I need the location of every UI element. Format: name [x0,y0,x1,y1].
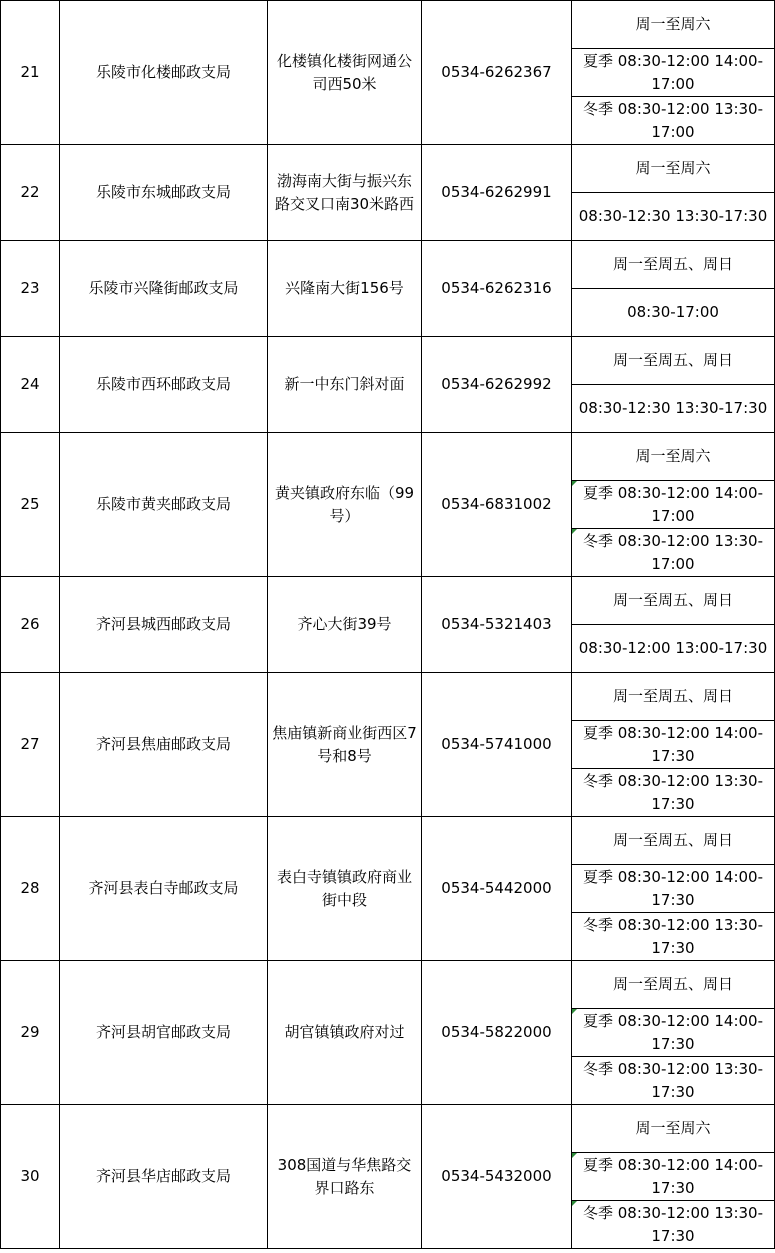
office-phone: 0534-6262316 [422,241,572,337]
business-days [572,1,775,49]
office-name: 齐河县焦庙邮政支局 [60,673,268,817]
hours-text: 冬季 08:30-12:00 13:30-17:00 [582,99,764,141]
table-row [1,337,775,385]
table-row [1,817,775,865]
office-name: 乐陵市西环邮政支局 [60,337,268,433]
office-name: 乐陵市黄夹邮政支局 [60,433,268,577]
row-number: 23 [1,241,60,337]
cell-note-marker [572,481,577,486]
row-number: 25 [1,433,60,577]
office-phone: 0534-5442000 [422,817,572,961]
hours-text: 夏季 08:30-12:00 14:00-17:00 [582,483,764,525]
office-address: 新一中东门斜对面 [268,337,422,433]
business-hours [572,385,775,433]
office-address: 胡官镇镇政府对过 [268,961,422,1105]
row-number: 24 [1,337,60,433]
business-hours [572,625,775,673]
business-hours [572,1009,775,1057]
table-row [1,241,775,289]
table-row [1,1105,775,1153]
business-hours [572,193,775,241]
hours-text: 夏季 08:30-12:00 14:00-17:00 [582,51,764,93]
business-hours [572,913,775,961]
table-row [1,1,775,49]
business-hours [572,721,775,769]
office-phone: 0534-6262991 [422,145,572,241]
business-hours [572,1201,775,1249]
business-hours [572,529,775,577]
business-days [572,961,775,1009]
cell-note-marker [572,529,577,534]
business-days [572,673,775,721]
office-phone: 0534-5822000 [422,961,572,1105]
office-name: 齐河县表白寺邮政支局 [60,817,268,961]
office-address: 齐心大街39号 [268,577,422,673]
hours-text: 周一至周五、周日 [612,831,733,849]
business-days [572,1105,775,1153]
hours-text: 周一至周五、周日 [612,687,733,705]
office-address: 黄夹镇政府东临（99号） [268,433,422,577]
business-hours [572,481,775,529]
office-phone: 0534-5432000 [422,1105,572,1249]
office-address: 渤海南大街与振兴东路交叉口南30米路西 [268,145,422,241]
office-phone: 0534-6262367 [422,1,572,145]
hours-text: 冬季 08:30-12:00 13:30-17:00 [582,531,764,573]
office-phone: 0534-5741000 [422,673,572,817]
row-number: 28 [1,817,60,961]
office-address: 表白寺镇镇政府商业街中段 [268,817,422,961]
table-row [1,673,775,721]
hours-text: 周一至周五、周日 [612,351,733,369]
hours-text: 夏季 08:30-12:00 14:00-17:30 [582,723,764,765]
hours-text: 夏季 08:30-12:00 14:00-17:30 [582,1155,764,1197]
hours-text: 周一至周六 [635,159,711,177]
hours-text: 周一至周六 [635,447,711,465]
business-hours [572,1057,775,1105]
row-number: 29 [1,961,60,1105]
office-address: 兴隆南大街156号 [268,241,422,337]
office-name: 乐陵市东城邮政支局 [60,145,268,241]
office-name: 齐河县华店邮政支局 [60,1105,268,1249]
table-row [1,577,775,625]
row-number: 22 [1,145,60,241]
hours-text: 冬季 08:30-12:00 13:30-17:30 [582,771,764,813]
business-hours [572,49,775,97]
cell-note-marker [572,1201,577,1206]
office-phone: 0534-6831002 [422,433,572,577]
hours-text: 周一至周五、周日 [612,975,733,993]
hours-text: 周一至周五、周日 [612,591,733,609]
row-number: 30 [1,1105,60,1249]
business-hours [572,289,775,337]
office-name: 齐河县胡官邮政支局 [60,961,268,1105]
office-address: 308国道与华焦路交界口路东 [268,1105,422,1249]
business-days [572,145,775,193]
table-row [1,433,775,481]
hours-text: 08:30-12:00 13:00-17:30 [578,639,768,657]
office-phone: 0534-5321403 [422,577,572,673]
row-number: 27 [1,673,60,817]
office-name: 乐陵市兴隆街邮政支局 [60,241,268,337]
office-address: 焦庙镇新商业街西区7号和8号 [268,673,422,817]
hours-text: 周一至周五、周日 [612,255,733,273]
hours-text: 08:30-12:30 13:30-17:30 [578,399,768,417]
row-number: 26 [1,577,60,673]
hours-text: 夏季 08:30-12:00 14:00-17:30 [582,867,764,909]
hours-text: 冬季 08:30-12:00 13:30-17:30 [582,1059,764,1101]
office-phone: 0534-6262992 [422,337,572,433]
cell-note-marker [572,1153,577,1158]
business-hours [572,865,775,913]
business-days [572,433,775,481]
office-name: 齐河县城西邮政支局 [60,577,268,673]
hours-text: 冬季 08:30-12:00 13:30-17:30 [582,915,764,957]
table-body [1,1,775,1249]
business-hours [572,769,775,817]
hours-text: 冬季 08:30-12:00 13:30-17:30 [582,1203,764,1245]
office-address: 化楼镇化楼街网通公司西50米 [268,1,422,145]
business-days [572,577,775,625]
table-row [1,145,775,193]
business-days [572,337,775,385]
hours-text: 08:30-17:00 [627,303,719,321]
hours-text: 周一至周六 [635,15,711,33]
business-hours [572,97,775,145]
business-days [572,817,775,865]
hours-text: 周一至周六 [635,1119,711,1137]
business-hours [572,1153,775,1201]
office-name: 乐陵市化楼邮政支局 [60,1,268,145]
row-number: 21 [1,1,60,145]
hours-text: 夏季 08:30-12:00 14:00-17:30 [582,1011,764,1053]
table-row [1,961,775,1009]
cell-note-marker [572,1009,577,1014]
business-days [572,241,775,289]
hours-text: 08:30-12:30 13:30-17:30 [578,207,768,225]
